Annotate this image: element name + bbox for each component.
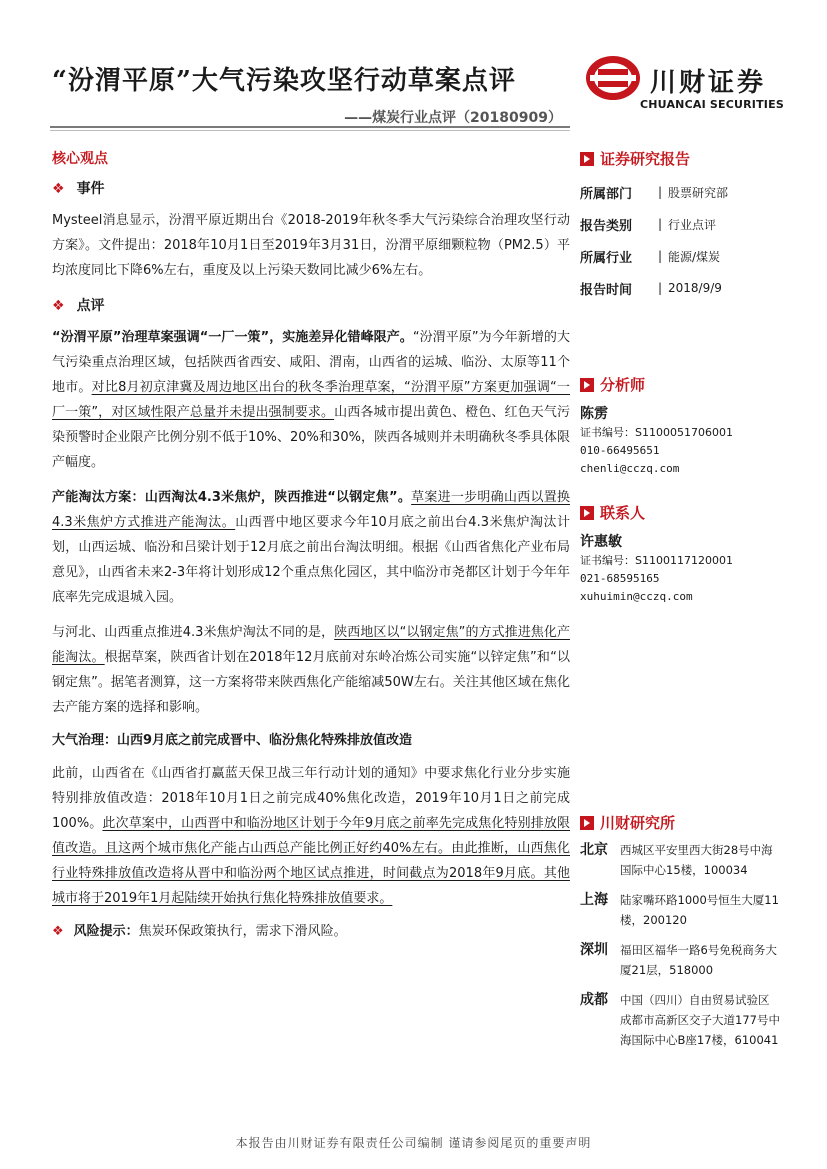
- contact-block: [580, 502, 780, 606]
- header-divider-thin: [50, 130, 570, 131]
- institute-block: [580, 812, 780, 1060]
- chuancai-logo-icon: [584, 54, 642, 102]
- report-title: “汾渭平原”大气污染攻坚行动草案点评: [52, 66, 516, 96]
- contact-cert: 证书编号：S1100117120001: [580, 554, 733, 567]
- contact-head: 联系人: [580, 502, 780, 524]
- contact-phone: 021-68595165: [580, 572, 660, 585]
- core-title: 核心观点: [52, 151, 108, 167]
- office-beijing: 北京 西城区平安里西大街28号中海国际中心15楼，100034: [580, 842, 773, 877]
- review-paragraph-3: 与河北、山西重点推进4.3米焦炉淘汰不同的是，陕西地区以“以钢定焦”的方式推进焦化产能淘汰。根据草案，陕西省计划在2018年12月底前对东岭冶炼公司实施“以锌定焦”和“以钢定焦”。据笔者测算，这一方案将带来陕西焦化产能缩减50W左右。关注其他区域在焦化去产能方案的选择和影响。: [52, 625, 570, 715]
- review-paragraph-5: 此前，山西省在《山西省打赢蓝天保卫战三年行动计划的通知》中要求焦化行业分步实施特别排放值改造：2018年10月1日之前完成40%焦化改造，2019年10月1日之前完成100%。此次草案中，山西晋中和临汾地区计划于今年9月底之前率先完成焦化特别排放限值改造。且这两个城市焦化产能占山西总产能比例正好约40%左右。由此推断，山西焦化行业特殊排放值改造将从晋中和临汾两个地区试点推进，时间截点为2018年9月底。其他城市将于2019年1月起陆续开始执行焦化特殊排放值要求。: [52, 766, 570, 906]
- office-shenzhen: 深圳 福田区福华一路6号免税商务大厦21层，518000: [580, 942, 777, 977]
- office-chengdu: 成都 中国（四川）自由贸易试验区成都市高新区交子大道177号中海国际中心B座17楼，610041: [580, 992, 780, 1047]
- meta-row: 所属部门 | 股票研究部: [580, 185, 729, 202]
- analyst-cert: 证书编号：S1100051706001: [580, 426, 733, 439]
- section-marker-icon: [580, 506, 594, 520]
- analyst-phone: 010-66495651: [580, 444, 660, 457]
- review-heading: ❖ 点评: [52, 298, 105, 314]
- section-marker-icon: [580, 378, 594, 392]
- diamond-bullet-icon: ❖: [52, 181, 65, 197]
- main-content: [52, 148, 570, 943]
- diamond-bullet-icon: ❖: [52, 924, 64, 939]
- diamond-bullet-icon: ❖: [52, 298, 65, 314]
- analyst-name: 陈雳: [580, 406, 608, 422]
- report-head: 证券研究报告: [580, 148, 780, 170]
- section-marker-icon: [580, 816, 594, 830]
- logo-text-en: CHUANCAI SECURITIES: [640, 98, 784, 111]
- review-paragraph-1: “汾渭平原”治理草案强调“一厂一策”，实施差异化错峰限产。“汾渭平原”为今年新增的大气污染重点治理区域，包括陕西省西安、咸阳、渭南，山西省的运城、临汾、太原等11个地市。对比8月初京津冀及周边地区出台的秋冬季治理草案，“汾渭平原”方案更加强调“一厂一策”，对区域性限产总量并未提出强制要求。山西各城市提出黄色、橙色、红色天气污染预警时企业限产比例分别不低于10%、20%和30%，陕西各城则并未明确秋冬季具体限产幅度。: [52, 330, 570, 470]
- event-heading: ❖ 事件: [52, 181, 105, 197]
- contact-name: 许惠敏: [580, 534, 622, 550]
- report-subtitle: ——煤炭行业点评（20180909）: [344, 110, 562, 126]
- office-shanghai: 上海 陆家嘴环路1000号恒生大厦11楼，200120: [580, 892, 779, 927]
- institute-head: 川财研究所: [580, 812, 780, 834]
- contact-email[interactable]: xuhuimin@cczq.com: [580, 590, 693, 603]
- analyst-head: 分析师: [580, 374, 780, 396]
- footer-disclaimer: 本报告由川财证券有限责任公司编制 谨请参阅尾页的重要声明: [235, 1136, 592, 1150]
- analyst-block: [580, 374, 780, 478]
- review-paragraph-2: 产能淘汰方案：山西淘汰4.3米焦炉，陕西推进“以钢定焦”。草案进一步明确山西以置换4.3米焦炉方式推进产能淘汰。山西晋中地区要求今年10月底之前出台4.3米焦炉淘汰计划，山西运城、临汾和吕梁计划于12月底之前出台淘汰明细。根据《山西省焦化产业布局意见》，山西省未来2-3年将计划形成12个重点焦化园区，其中临汾市尧都区计划于今年年底率先完成退城入园。: [52, 490, 570, 605]
- header-divider: [50, 126, 570, 128]
- meta-row: 报告类别 | 行业点评: [580, 217, 717, 234]
- event-paragraph: Mysteel消息显示，汾渭平原近期出台《2018-2019年秋冬季大气污染综合治理攻坚行动方案》。文件提出：2018年10月1日至2019年3月31日，汾渭平原细颗粒物（PM2.5）平均浓度同比下降6%左右，重度及以上污染天数同比减少6%左右。: [52, 213, 570, 278]
- logo-text-cn: 川财证券: [650, 68, 767, 98]
- analyst-email[interactable]: chenli@cczq.com: [580, 462, 680, 475]
- risk-note: ❖ 风险提示：焦炭环保政策执行，需求下滑风险。: [52, 924, 347, 939]
- section-marker-icon: [580, 152, 594, 166]
- report-meta-block: [580, 148, 780, 304]
- meta-row: 报告时间 | 2018/9/9: [580, 281, 722, 298]
- review-paragraph-4-heading: 大气治理：山西9月底之前完成晋中、临汾焦化特殊排放值改造: [52, 733, 413, 748]
- meta-row: 所属行业 | 能源/煤炭: [580, 249, 721, 266]
